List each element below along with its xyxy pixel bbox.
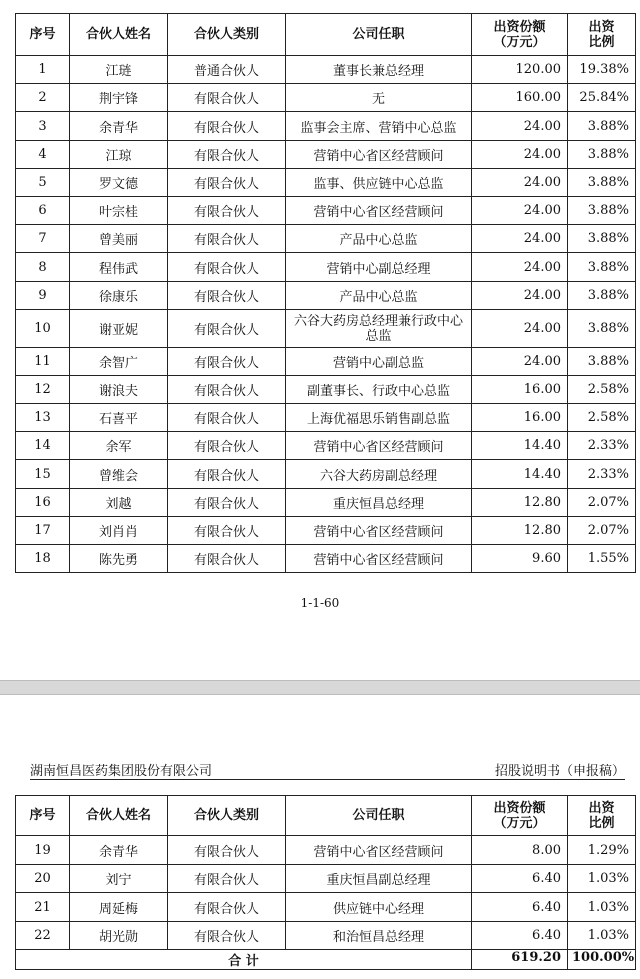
cell-type: 普通合伙人 <box>168 56 286 84</box>
cell-no: 14 <box>16 432 70 460</box>
total-amount: 619.20 <box>472 950 568 970</box>
cell-ratio: 1.03% <box>568 893 636 922</box>
cell-no: 4 <box>16 141 70 169</box>
cell-type: 有限合伙人 <box>168 310 286 348</box>
cell-ratio: 3.88% <box>568 348 636 376</box>
header-type: 合伙人类别 <box>168 14 286 56</box>
header-ratio <box>568 796 636 836</box>
cell-no: 3 <box>16 112 70 141</box>
cell-name: 刘越 <box>70 489 168 517</box>
cell-amount: 24.00 <box>472 169 568 197</box>
cell-no: 20 <box>16 865 70 893</box>
cell-type: 有限合伙人 <box>168 197 286 225</box>
cell-ratio: 3.88% <box>568 282 636 310</box>
cell-ratio: 1.55% <box>568 545 636 573</box>
cell-no: 5 <box>16 169 70 197</box>
cell-position: 营销中心省区经营顾问 <box>286 545 472 573</box>
cell-type: 有限合伙人 <box>168 460 286 489</box>
cell-amount: 12.80 <box>472 517 568 545</box>
cell-type: 有限合伙人 <box>168 432 286 460</box>
header-ratio-line2: 比例 <box>588 34 615 50</box>
cell-position: 和治恒昌总经理 <box>286 922 472 950</box>
header-no: 序号 <box>16 796 70 836</box>
cell-amount: 24.00 <box>472 112 568 141</box>
header-ratio <box>568 14 636 56</box>
cell-position: 营销中心省区经营顾问 <box>286 836 472 865</box>
cell-ratio: 2.07% <box>568 517 636 545</box>
total-row <box>16 950 636 970</box>
partners-table-part-2 <box>15 795 636 970</box>
cell-position: 产品中心总监 <box>286 225 472 253</box>
cell-type: 有限合伙人 <box>168 376 286 404</box>
cell-ratio: 3.88% <box>568 197 636 225</box>
table-row <box>16 112 636 141</box>
company-name-header: 湖南恒昌医药集团股份有限公司 <box>30 764 213 779</box>
table-row <box>16 282 636 310</box>
cell-name: 刘宁 <box>70 865 168 893</box>
cell-type: 有限合伙人 <box>168 922 286 950</box>
cell-type: 有限合伙人 <box>168 112 286 141</box>
cell-type: 有限合伙人 <box>168 169 286 197</box>
cell-name: 谢亚妮 <box>70 310 168 348</box>
cell-no: 9 <box>16 282 70 310</box>
document-title-header: 招股说明书（申报稿） <box>494 764 625 779</box>
table-header-row <box>16 796 636 836</box>
cell-position: 营销中心省区经营顾问 <box>286 432 472 460</box>
table-row <box>16 141 636 169</box>
cell-ratio: 25.84% <box>568 84 636 112</box>
table-row <box>16 310 636 348</box>
cell-position: 营销中心省区经营顾问 <box>286 517 472 545</box>
cell-name: 谢浪夫 <box>70 376 168 404</box>
cell-position: 六谷大药房副总经理 <box>286 460 472 489</box>
table-row <box>16 253 636 282</box>
cell-type: 有限合伙人 <box>168 489 286 517</box>
cell-amount: 6.40 <box>472 893 568 922</box>
cell-type: 有限合伙人 <box>168 225 286 253</box>
cell-amount: 6.40 <box>472 922 568 950</box>
header-amount-line2: （万元） <box>493 815 546 831</box>
cell-amount: 24.00 <box>472 348 568 376</box>
cell-amount: 120.00 <box>472 56 568 84</box>
cell-no: 21 <box>16 893 70 922</box>
table-row <box>16 922 636 950</box>
header-name: 合伙人姓名 <box>70 796 168 836</box>
header-no: 序号 <box>16 14 70 56</box>
cell-amount: 16.00 <box>472 376 568 404</box>
cell-ratio: 2.07% <box>568 489 636 517</box>
cell-position: 营销中心副总监 <box>286 348 472 376</box>
cell-amount: 160.00 <box>472 84 568 112</box>
cell-no: 13 <box>16 404 70 432</box>
cell-type: 有限合伙人 <box>168 893 286 922</box>
cell-ratio: 3.88% <box>568 112 636 141</box>
cell-type: 有限合伙人 <box>168 253 286 282</box>
cell-position: 六谷大药房总经理兼行政中心总监 <box>286 310 472 348</box>
cell-ratio: 3.88% <box>568 169 636 197</box>
table-row <box>16 169 636 197</box>
cell-position: 营销中心省区经营顾问 <box>286 141 472 169</box>
cell-no: 19 <box>16 836 70 865</box>
cell-amount: 24.00 <box>472 282 568 310</box>
table-row <box>16 836 636 865</box>
cell-position: 供应链中心经理 <box>286 893 472 922</box>
table-row <box>16 460 636 489</box>
page-separator <box>0 680 640 695</box>
cell-type: 有限合伙人 <box>168 517 286 545</box>
header-type: 合伙人类别 <box>168 796 286 836</box>
cell-no: 10 <box>16 310 70 348</box>
cell-amount: 9.60 <box>472 545 568 573</box>
cell-ratio: 3.88% <box>568 253 636 282</box>
cell-type: 有限合伙人 <box>168 348 286 376</box>
cell-position: 上海优福思乐销售副总监 <box>286 404 472 432</box>
cell-ratio: 2.33% <box>568 432 636 460</box>
cell-no: 11 <box>16 348 70 376</box>
cell-position: 董事长兼总经理 <box>286 56 472 84</box>
cell-name: 荆宇锋 <box>70 84 168 112</box>
cell-ratio: 1.03% <box>568 922 636 950</box>
cell-no: 8 <box>16 253 70 282</box>
cell-name: 叶宗桂 <box>70 197 168 225</box>
cell-no: 1 <box>16 56 70 84</box>
partners-table-part-1 <box>15 13 636 573</box>
cell-amount: 6.40 <box>472 865 568 893</box>
header-position: 公司任职 <box>286 796 472 836</box>
cell-ratio: 2.33% <box>568 460 636 489</box>
header-amount-line1: 出资份额 <box>493 800 546 816</box>
cell-amount: 24.00 <box>472 225 568 253</box>
cell-amount: 16.00 <box>472 404 568 432</box>
table-row <box>16 432 636 460</box>
header-amount-line1: 出资份额 <box>493 19 546 35</box>
cell-name: 江琏 <box>70 56 168 84</box>
cell-name: 余智广 <box>70 348 168 376</box>
table-row <box>16 865 636 893</box>
cell-ratio: 2.58% <box>568 404 636 432</box>
cell-name: 余青华 <box>70 112 168 141</box>
header-ratio-line1: 出资 <box>588 800 615 816</box>
table-row <box>16 56 636 84</box>
cell-ratio: 19.38% <box>568 56 636 84</box>
header-ratio-line1: 出资 <box>588 19 615 35</box>
cell-ratio: 1.03% <box>568 865 636 893</box>
cell-name: 罗文德 <box>70 169 168 197</box>
cell-type: 有限合伙人 <box>168 545 286 573</box>
page-number: 1-1-60 <box>300 596 340 610</box>
table-row <box>16 84 636 112</box>
total-label: 合 计 <box>16 950 472 970</box>
cell-name: 胡光勋 <box>70 922 168 950</box>
cell-name: 徐康乐 <box>70 282 168 310</box>
header-ratio-line2: 比例 <box>588 815 615 831</box>
cell-no: 22 <box>16 922 70 950</box>
cell-no: 7 <box>16 225 70 253</box>
header-amount <box>472 14 568 56</box>
cell-position: 产品中心总监 <box>286 282 472 310</box>
cell-no: 18 <box>16 545 70 573</box>
cell-position: 重庆恒昌总经理 <box>286 489 472 517</box>
cell-amount: 24.00 <box>472 253 568 282</box>
cell-position: 无 <box>286 84 472 112</box>
cell-type: 有限合伙人 <box>168 404 286 432</box>
header-rule <box>30 779 625 780</box>
cell-position: 监事会主席、营销中心总监 <box>286 112 472 141</box>
table-row <box>16 225 636 253</box>
cell-no: 6 <box>16 197 70 225</box>
cell-name: 江琼 <box>70 141 168 169</box>
total-ratio: 100.00% <box>568 950 636 970</box>
cell-no: 16 <box>16 489 70 517</box>
document-page-2 <box>0 695 640 979</box>
cell-name: 余青华 <box>70 836 168 865</box>
cell-no: 17 <box>16 517 70 545</box>
cell-type: 有限合伙人 <box>168 282 286 310</box>
cell-type: 有限合伙人 <box>168 141 286 169</box>
cell-position: 营销中心副总经理 <box>286 253 472 282</box>
table-row <box>16 545 636 573</box>
cell-amount: 24.00 <box>472 310 568 348</box>
header-position: 公司任职 <box>286 14 472 56</box>
cell-name: 刘肖肖 <box>70 517 168 545</box>
cell-ratio: 3.88% <box>568 310 636 348</box>
cell-name: 余军 <box>70 432 168 460</box>
cell-no: 15 <box>16 460 70 489</box>
cell-no: 2 <box>16 84 70 112</box>
header-amount-line2: （万元） <box>493 34 546 50</box>
cell-amount: 14.40 <box>472 432 568 460</box>
cell-amount: 12.80 <box>472 489 568 517</box>
cell-position: 重庆恒昌副总经理 <box>286 865 472 893</box>
cell-no: 12 <box>16 376 70 404</box>
cell-type: 有限合伙人 <box>168 836 286 865</box>
table-row <box>16 517 636 545</box>
cell-position: 营销中心省区经营顾问 <box>286 197 472 225</box>
cell-name: 曾维会 <box>70 460 168 489</box>
cell-ratio: 3.88% <box>568 225 636 253</box>
table-row <box>16 197 636 225</box>
cell-type: 有限合伙人 <box>168 84 286 112</box>
header-amount <box>472 796 568 836</box>
header-name: 合伙人姓名 <box>70 14 168 56</box>
cell-amount: 24.00 <box>472 141 568 169</box>
cell-amount: 8.00 <box>472 836 568 865</box>
cell-name: 曾美丽 <box>70 225 168 253</box>
table-row <box>16 404 636 432</box>
cell-name: 周延梅 <box>70 893 168 922</box>
table-row <box>16 376 636 404</box>
cell-position: 副董事长、行政中心总监 <box>286 376 472 404</box>
cell-ratio: 2.58% <box>568 376 636 404</box>
table-row <box>16 893 636 922</box>
cell-ratio: 3.88% <box>568 141 636 169</box>
table-header-row <box>16 14 636 56</box>
cell-amount: 24.00 <box>472 197 568 225</box>
table-row <box>16 348 636 376</box>
cell-type: 有限合伙人 <box>168 865 286 893</box>
cell-position: 监事、供应链中心总监 <box>286 169 472 197</box>
cell-amount: 14.40 <box>472 460 568 489</box>
table-row <box>16 489 636 517</box>
cell-ratio: 1.29% <box>568 836 636 865</box>
cell-name: 陈先勇 <box>70 545 168 573</box>
cell-name: 程伟武 <box>70 253 168 282</box>
cell-name: 石喜平 <box>70 404 168 432</box>
